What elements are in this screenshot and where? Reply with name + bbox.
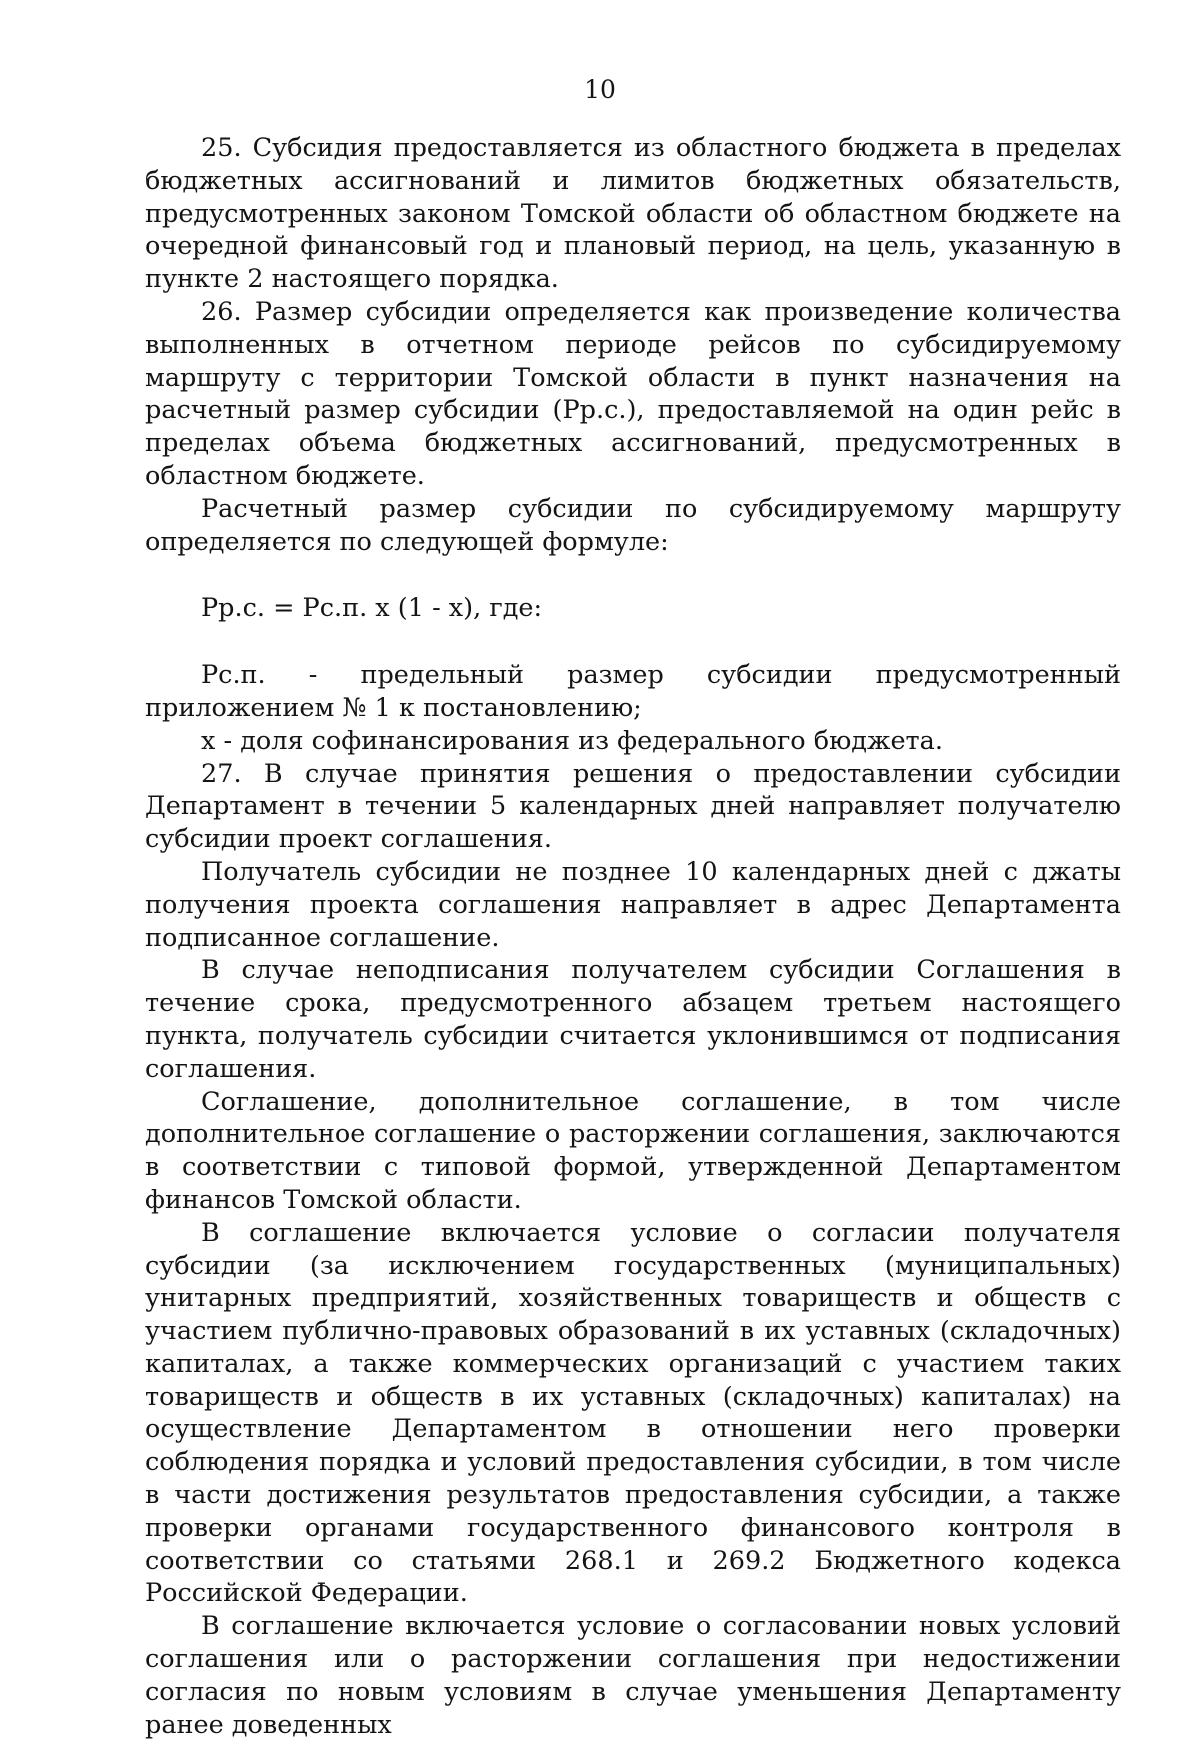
paragraph-27-consent: В соглашение включается условие о согласии получателя субсидии (за исключением государственных (муниципальных) унитарных предприятий, хозяйственных товариществ и обществ с участием публично-правовых образований в их уставных (складочных) капиталах, а также коммерческих организаций с участием таких товариществ и обществ в их уставных (складочных) капиталах) на осуществление Департаментом в отношении него проверки соблюдения порядка и условий предоставления субсидии, в том числе в части достижения результатов предоставления субсидии, а также проверки органами государственного финансового контроля в соответствии со статьями 268.1 и 269.2 Бюджетного кодекса Российской Федерации. [145,1217,1121,1609]
paragraph-27-agreement-form: Соглашение, дополнительное соглашение, в том числе дополнительное соглашение о расторжении соглашения, заключаются в соответствии с типовой формой, утвержденной Департаментом финансов Томской области. [145,1086,1121,1215]
formula: Рр.с. = Рс.п. х (1 - х), где: [201,593,543,624]
paragraph-27-recipient: Получатель субсидии не позднее 10 календарных дней с джаты получения проекта соглашения направляет в адрес Департамента подписанное соглашение. [145,856,1121,953]
page-number: 10 [584,75,616,104]
formula-definition-rsp: Рс.п. - предельный размер субсидии предусмотренный приложением № 1 к постановлению; [145,660,1121,723]
formula-definition-x: х - доля софинансирования из федерального бюджета. [201,725,943,756]
paragraph-27-new-conditions: В соглашение включается условие о согласовании новых условий соглашения или о расторжении соглашения при недостижении согласия по новым условиям в случае уменьшения Департаменту ранее доведенных [145,1611,1121,1740]
paragraph-26: 26. Размер субсидии определяется как произведение количества выполненных в отчетном периоде рейсов по субсидируемому маршруту с территории Томской области в пункт назначения на расчетный размер субсидии (Рр.с.), предоставляемой на один рейс в пределах объема бюджетных ассигнований, предусмотренных в областном бюджете. [145,296,1121,491]
document-body [145,132,1121,1741]
paragraph-27: 27. В случае принятия решения о предоставлении субсидии Департамент в течении 5 календарных дней направляет получателю субсидии проект соглашения. [145,758,1121,855]
paragraph-25: 25. Субсидия предоставляется из областного бюджета в пределах бюджетных ассигнований и лимитов бюджетных обязательств, предусмотренных законом Томской области об областном бюджете на очередной финансовый год и плановый период, на цель, указанную в пункте 2 настоящего порядка. [145,133,1121,295]
paragraph-27-nonsigning: В случае неподписания получателем субсидии Соглашения в течение срока, предусмотренного абзацем третьем настоящего пункта, получатель субсидии считается уклонившимся от подписания соглашения. [145,955,1121,1084]
paragraph-formula-intro: Расчетный размер субсидии по субсидируемому маршруту определяется по следующей формуле: [145,493,1121,557]
